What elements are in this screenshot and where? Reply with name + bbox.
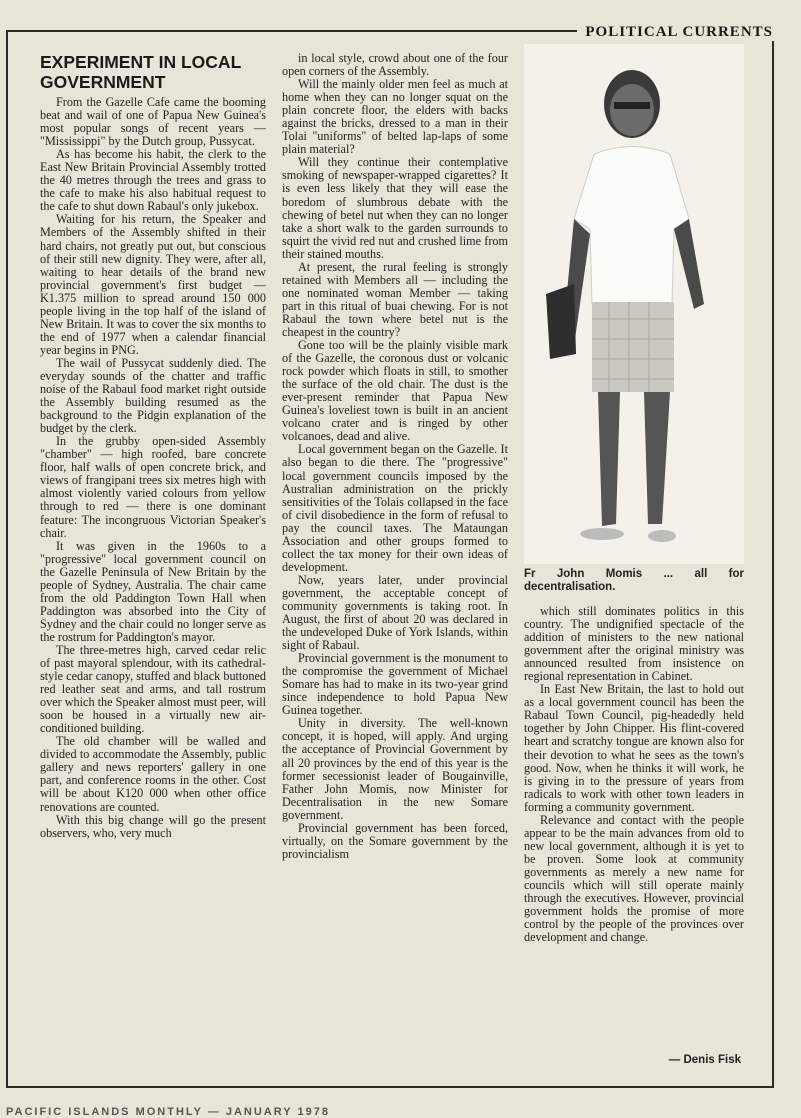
paragraph: Unity in diversity. The well-known concept, it is hoped, will apply. And urging the acceptance of Provincial Government by all 20 provinces by the end of this year is the former secessionist leader of Bougainville, Father John Momis, now Minister for Decentralisation in the new Somare government. [282,716,508,822]
article-column-1 [40,96,266,1062]
author-byline: — Denis Fisk [668,1054,741,1066]
paragraph: Waiting for his return, the Speaker and Members of the Assembly shifted in their hard chairs, not greatly put out, but conscious of their still new dignity. They were, after all, waiting to hear details of the brand new provincial government's first budget — K1.375 million to spread around 150 000 people living in the top half of the island of New Britain. It was to cover the six months to the end of 1977 when a calendar financial year begins in PNG. [40,212,266,357]
article-column-2 [282,52,508,1062]
section-label: POLITICAL CURRENTS [577,24,781,41]
paragraph: With this big change will go the present observers, who, very much [40,812,266,840]
photo-caption: Fr John Momis ... all for decentralisation. [524,568,744,593]
paragraph: The wail of Pussycat suddenly died. The everyday sounds of the chatter and traffic noise of the Rabaul food market right outside the Assembly building resumed as the background to the Pidgin explanation of the budget by the clerk. [40,355,266,436]
paragraph: Gone too will be the plainly visible mark of the Gazelle, the coronous dust or volcanic rock powder which floats in still, to smother the surface of the old chair. The dust is the ever-present reminder that Papua New Guinea's loveliest town is built in an ancient volcano crater and is ringed by other volcanoes, dead and alive. [282,338,508,444]
paragraph: Local government began on the Gazelle. It also began to die there. The "progressive" local government councils imposed by the Australian administration on the prickly sensitivities of the Tolais collapsed in the face of civil disobedience in the form of refusal to pay the council taxes. The Mataungan Association and other groups formed to collect the tax money for their own ideas of development. [282,442,508,574]
portrait-photo [524,44,744,564]
paragraph: Now, years later, under provincial government, the acceptable concept of community governments is taking root. In August, the first of about 20 was declared in the undeveloped Duke of York Islands, within sight of Rabaul. [282,572,508,653]
paragraph: In East New Britain, the last to hold out as a local government council has been the Rabaul Town Council, pig-headedly held together by John Chipper. His flint-covered heart and scratchy tongue are known also for their devotion to what he sees as the town's good. Now, when he thinks it will work, he is giving in to the pressure of years from radicals to work with other town leaders in forming a community government. [524,682,744,814]
paragraph: which still dominates politics in this country. The undignified spectacle of the addition of ministers to the new national government after the original ministry was announced resulted from insistence on regional representation in Cabinet. [524,605,744,684]
article-column-3 [524,605,744,1025]
paragraph: Relevance and contact with the people appear to be the main advances from old to new local government, although it is yet to be proven. Some look at community governments as merely a new name for councils which will still operate mainly through the executives. However, provincial government holds the promise of more control by the people of the provinces over development and change. [524,812,744,945]
paragraph: Provincial government has been forced, virtually, on the Somare government by the provincialism [282,820,508,861]
paragraph: Will they continue their contemplative smoking of newspaper-wrapped cigarettes? It is even less likely that they will ease the boredom of slumbrous debate with the chewing of betel nut when they can no longer take a short walk to the garden surrounds to squirt the vivid red nut and crushed lime from their stained mouths. [282,155,508,261]
article-headline: EXPERIMENT IN LOCAL GOVERNMENT [40,52,241,92]
paragraph: As has become his habit, the clerk to the East New Britain Provincial Assembly trotted the 40 metres through the trees and grass to the cafe to make his also habitual request to the cafe to shut down Rabaul's only jukebox. [40,147,266,214]
paragraph: In the grubby open-sided Assembly "chamber" — high roofed, bare concrete floor, half walls of open concrete brick, and views of frangipani trees six metres high with almost violently varied colours from yellow through to red — there is one dominant feature: The incongruous Victorian Speaker's chair. [40,434,266,540]
paragraph: Will the mainly older men feel as much at home when they can no longer squat on the plain concrete floor, the elders with backs against the bricks, dressed to a man in their Tolai "uniforms" of belted lap-laps of some plain material? [282,77,508,157]
portrait-illustration [524,44,744,564]
paragraph: in local style, crowd about one of the four open corners of the Assembly. [282,52,508,79]
page-footer: PACIFIC ISLANDS MONTHLY — JANUARY 1978 [6,1106,330,1118]
paragraph: Provincial government is the monument to the compromise the government of Michael Somare has had to make in its two-year grind since independence to hold Papua New Guinea together. [282,651,508,718]
paragraph: From the Gazelle Cafe came the booming beat and wail of one of Papua New Guinea's most popular songs of recent years — "Mississippi" by the Dutch group, Pussycat. [40,96,266,149]
paragraph: The old chamber will be walled and divided to accommodate the Assembly, public gallery and news reporters' gallery in one part, and conference rooms in the other. Cost will be about K120 000 when other office renovations are counted. [40,734,266,814]
paragraph: At present, the rural feeling is strongly retained with Members all — including the one nominated woman Member — taking part in this ritual of buai chewing. For is not Rabaul the town where betel nut is the cheapest in the country? [282,259,508,339]
paragraph: The three-metres high, carved cedar relic of past mayoral splendour, with its cathedral-style cedar canopy, stuffed and black buttoned red leather seat and arms, and tall rostrum over which the Speaker almost must peer, will soon be housed in a virtually new air-conditioned building. [40,642,266,736]
paragraph: It was given in the 1960s to a "progressive" local government council on the Gazelle Peninsula of New Britain by the people of Sydney, Australia. The chair came from the old Paddington Town Hall when Paddington was absorbed into the City of Sydney and the chair could no longer serve as the rostrum for Paddington's mayor. [40,538,266,644]
